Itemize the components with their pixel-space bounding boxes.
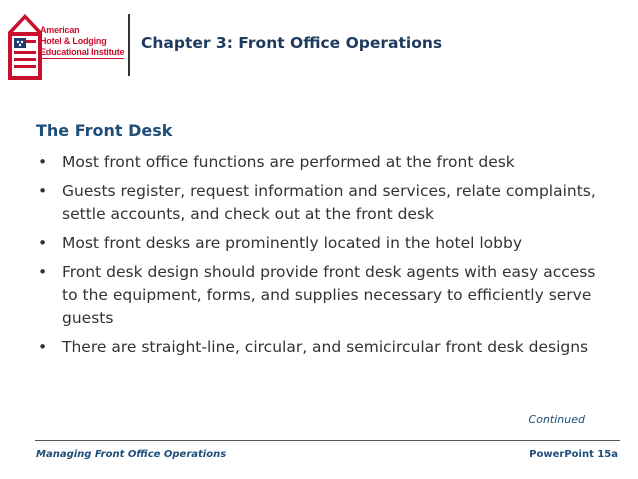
bullet-text: Front desk design should provide front desk agents with easy access to the equipment, forms, and supplies necessary to efficiently serve guests: [62, 263, 596, 327]
bullet-text: Guests register, request information and services, relate complaints, settle accounts, and check out at the front desk: [62, 182, 596, 223]
footer-slide-number: PowerPoint 15a: [529, 449, 618, 460]
bullet-item: [36, 232, 606, 255]
bullet-glyph: •: [38, 182, 48, 200]
bullet-item: [36, 261, 606, 330]
bullet-item: [36, 180, 606, 226]
header-divider: [128, 14, 130, 76]
bullet-list: [36, 151, 606, 365]
bullet-glyph: •: [38, 234, 48, 252]
bullet-item: [36, 151, 606, 174]
logo-line-2: Hotel & Lodging: [40, 36, 107, 46]
section-title: The Front Desk: [36, 121, 173, 140]
ahlei-logo: [8, 14, 126, 80]
bullet-text: Most front office functions are performed at the front desk: [62, 153, 515, 171]
bullet-item: [36, 336, 606, 359]
house-flag-icon: [8, 14, 42, 80]
logo-line-1: American: [40, 25, 80, 35]
chapter-title: Chapter 3: Front Office Operations: [141, 34, 443, 52]
logo-wordmark: [40, 25, 124, 59]
bullet-glyph: •: [38, 263, 48, 281]
footer-rule: [35, 440, 620, 441]
bullet-glyph: •: [38, 338, 48, 356]
bullet-text: Most front desks are prominently located in the hotel lobby: [62, 234, 522, 252]
footer-course-title: Managing Front Office Operations: [36, 449, 227, 460]
bullet-text: There are straight-line, circular, and semicircular front desk designs: [62, 338, 589, 356]
continued-label: Continued: [528, 413, 585, 426]
logo-line-3: Educational Institute: [40, 47, 125, 57]
bullet-glyph: •: [38, 153, 48, 171]
